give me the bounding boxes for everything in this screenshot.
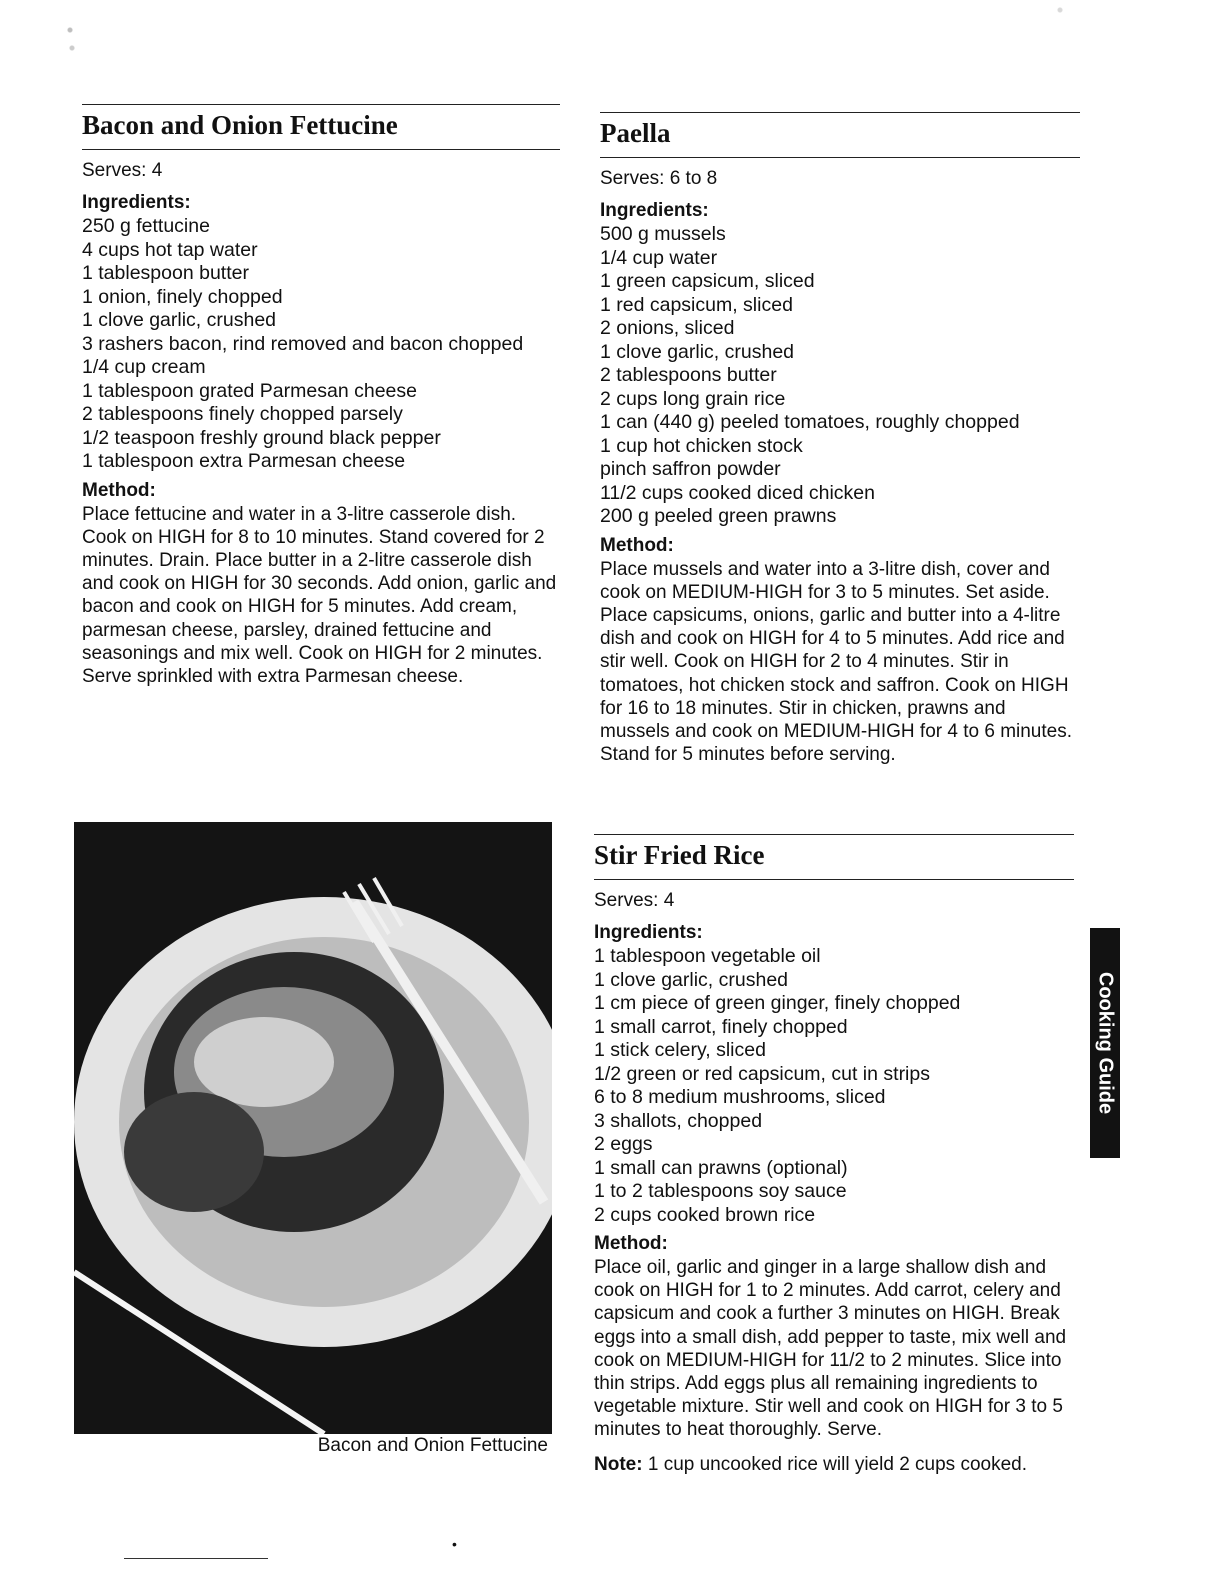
ingredient-item: 2 tablespoons finely chopped parsely [82, 403, 403, 425]
ingredient-item: 1 tablespoon extra Parmesan cheese [82, 450, 406, 472]
ingredient-item: 4 cups hot tap water [82, 238, 258, 261]
ingredient-item: 1 clove garlic, crushed [82, 309, 277, 331]
fettucine-photo [74, 822, 552, 1434]
ingredient-item: 2 cups long grain rice [600, 387, 786, 410]
ingredient-item: pinch saffron powder [600, 458, 781, 480]
ingredient-item: 6 to 8 medium mushrooms, sliced [594, 1086, 886, 1108]
ingredients-list [82, 215, 560, 474]
note-label: Note: [594, 1453, 643, 1475]
ingredients-list [600, 223, 1080, 529]
serves-text: Serves: 4 [594, 890, 675, 911]
ingredients-heading: Ingredients: [82, 192, 191, 213]
method-text: Place oil, garlic and ginger in a large shallow dish and cook on HIGH for 1 to 2 minutes. Add carrot, celery and capsicum and cook a further 3 minutes on HIGH. Break eggs into a small dish, add pepper to taste, mix well and cook on MEDIUM-HIGH for 11/2 to 2 minutes. Slice into thin strips. Add eggs plus all remaining ingredients to vegetable mixture. Stir well and cook on HIGH for 3 to 5 minutes to heat thoroughly. Serve. [594, 1257, 1067, 1441]
ingredient-item: 3 shallots, chopped [594, 1109, 763, 1132]
ingredients-heading: Ingredients: [594, 922, 703, 943]
recipe-stir-fried-rice [594, 834, 1074, 1476]
ingredient-item: 1 can (440 g) peeled tomatoes, roughly chopped [600, 411, 1020, 433]
recipe-title: Paella [600, 118, 671, 148]
method-heading: Method: [594, 1233, 668, 1254]
ingredient-item: 2 eggs [594, 1133, 653, 1155]
method-text: Place fettucine and water in a 3-litre casserole dish. Cook on HIGH for 8 to 10 minutes. Stand covered for 2 minutes. Drain. Place butter in a 2-litre casserole dish and cook on HIGH for 30 seconds. Add onion, garlic and bacon and cook on HIGH for 5 minutes. Add cream, parmesan cheese, parsley, drained fettucine and seasonings and mix well. Cook on HIGH for 2 minutes. Serve sprinkled with extra Parmesan cheese. [82, 503, 557, 687]
recipe-title: Stir Fried Rice [594, 840, 765, 870]
ingredient-item: 1 small carrot, finely chopped [594, 1015, 848, 1038]
method-heading: Method: [82, 479, 156, 501]
cooking-guide-tab [1090, 928, 1120, 1158]
ingredient-item: 250 g fettucine [82, 215, 210, 237]
page-mark: • [452, 1536, 457, 1552]
ingredient-item: 1 onion, finely chopped [82, 285, 283, 308]
side-tab-label: Cooking Guide [1094, 971, 1117, 1115]
ingredient-item: 3 rashers bacon, rind removed and bacon chopped [82, 332, 524, 355]
ingredient-item: 2 tablespoons butter [600, 364, 777, 386]
ingredient-item: 1 stick celery, sliced [594, 1039, 766, 1061]
title-bottom-rule [600, 157, 1080, 158]
photo-caption: Bacon and Onion Fettucine [317, 1435, 548, 1456]
ingredient-item: 1 clove garlic, crushed [594, 968, 789, 991]
ingredient-item: 11/2 cups cooked diced chicken [600, 481, 875, 504]
serves-text: Serves: 6 to 8 [600, 168, 718, 189]
fettucine-plate-illustration [74, 822, 552, 1434]
ingredient-item: 1 green capsicum, sliced [600, 270, 815, 292]
serves-text: Serves: 4 [82, 160, 163, 181]
ingredient-item: 1 red capsicum, sliced [600, 293, 793, 316]
ingredient-item: 1/4 cup water [600, 246, 718, 269]
title-bottom-rule [594, 879, 1074, 880]
ingredient-item: 2 cups cooked brown rice [594, 1203, 816, 1226]
title-top-rule [82, 104, 560, 105]
footer-rule [124, 1558, 268, 1559]
recipe-bacon-onion-fettucine [82, 104, 560, 688]
title-bottom-rule [82, 149, 560, 150]
method-text: Place mussels and water into a 3-litre dish, cover and cook on MEDIUM-HIGH for 3 to 5 minutes. Set aside. Place capsicums, onions, garlic and butter into a 4-litre dish and cook on HIGH for 4 to 5 minutes. Add rice and stir well. Cook on HIGH for 2 to 4 minutes. Stir in tomatoes, hot chicken stock and saffron. Cook on HIGH for 16 to 18 minutes. Stir in chicken, prawns and mussels and cook on MEDIUM-HIGH for 4 to 6 minutes. Stand for 5 minutes before serving. [600, 558, 1072, 766]
ingredient-item: 1 cm piece of green ginger, finely chopped [594, 992, 961, 1014]
ingredient-item: 1 tablespoon grated Parmesan cheese [82, 379, 417, 402]
note-text: 1 cup uncooked rice will yield 2 cups cooked. [647, 1453, 1027, 1475]
ingredient-item: 1 tablespoon vegetable oil [594, 945, 821, 967]
ingredient-item: 1 cup hot chicken stock [600, 434, 803, 457]
ingredient-item: 2 onions, sliced [600, 317, 735, 339]
recipe-paella [600, 112, 1080, 766]
title-top-rule [594, 834, 1074, 835]
ingredient-item: 1/2 teaspoon freshly ground black pepper [82, 426, 441, 449]
ingredient-item: 500 g mussels [600, 223, 726, 245]
ingredient-item: 1 to 2 tablespoons soy sauce [594, 1180, 847, 1202]
ingredient-item: 1/4 cup cream [82, 356, 206, 378]
title-top-rule [600, 112, 1080, 113]
ingredient-item: 1 tablespoon butter [82, 262, 249, 284]
ingredient-item: 1 small can prawns (optional) [594, 1156, 848, 1179]
ingredients-heading: Ingredients: [600, 200, 709, 221]
ingredient-item: 200 g peeled green prawns [600, 505, 837, 527]
method-heading: Method: [600, 534, 674, 556]
recipe-title: Bacon and Onion Fettucine [82, 110, 398, 140]
scan-artifacts [0, 0, 1224, 90]
ingredient-item: 1/2 green or red capsicum, cut in strips [594, 1062, 930, 1085]
note [594, 1454, 1074, 1476]
ingredients-list [594, 945, 1074, 1227]
ingredient-item: 1 clove garlic, crushed [600, 340, 795, 363]
